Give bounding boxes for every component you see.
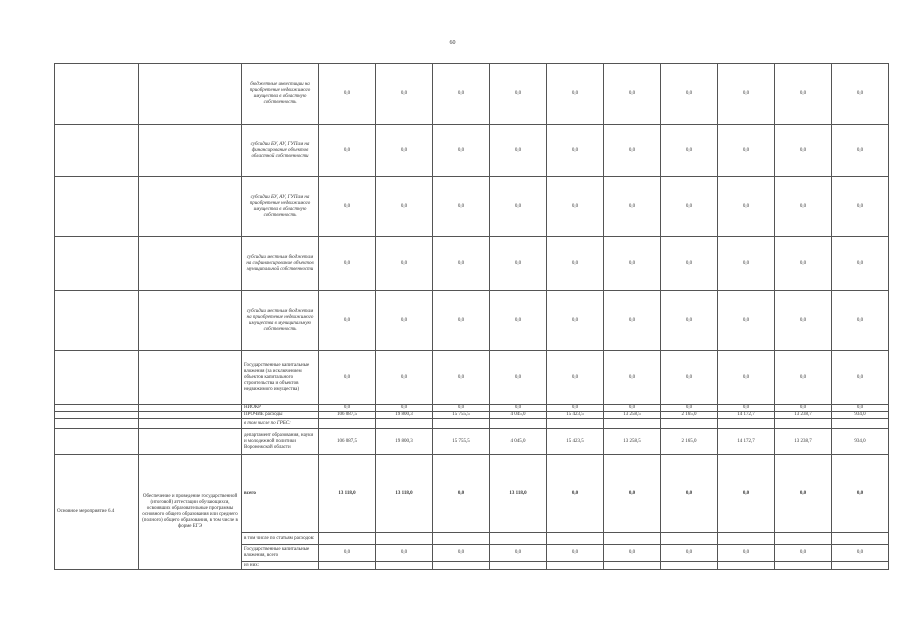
value-cell bbox=[319, 419, 376, 429]
value-cell: 0,0 bbox=[775, 545, 832, 562]
value-cell: 0,0 bbox=[661, 64, 718, 125]
value-cell bbox=[547, 562, 604, 570]
value-cell bbox=[433, 533, 490, 545]
value-cell bbox=[604, 419, 661, 429]
value-cell bbox=[319, 533, 376, 545]
value-cell: 0,0 bbox=[547, 405, 604, 412]
value-cell: 15 755,5 bbox=[433, 412, 490, 419]
value-cell bbox=[832, 533, 889, 545]
empty-cell bbox=[139, 419, 242, 429]
empty-cell bbox=[55, 237, 139, 291]
value-cell: 0,0 bbox=[661, 405, 718, 412]
value-cell: 0,0 bbox=[319, 291, 376, 351]
value-cell: 0,0 bbox=[832, 177, 889, 237]
value-cell: 0,0 bbox=[718, 545, 775, 562]
measure-code: Основное мероприятие 6.4 bbox=[55, 455, 139, 570]
value-cell: 2 165,0 bbox=[661, 429, 718, 455]
value-cell: 0,0 bbox=[490, 64, 547, 125]
value-cell bbox=[832, 419, 889, 429]
empty-cell bbox=[139, 429, 242, 455]
table-row bbox=[55, 125, 889, 177]
empty-cell bbox=[55, 419, 139, 429]
value-cell: 0,0 bbox=[547, 237, 604, 291]
value-cell: 15 755,5 bbox=[433, 429, 490, 455]
budget-table-body bbox=[55, 64, 889, 570]
value-cell: 0,0 bbox=[433, 351, 490, 405]
value-cell: 13 258,5 bbox=[604, 429, 661, 455]
value-cell: 0,0 bbox=[604, 351, 661, 405]
value-cell: 0,0 bbox=[319, 237, 376, 291]
value-cell: 0,0 bbox=[547, 177, 604, 237]
value-cell: 0,0 bbox=[604, 455, 661, 533]
value-cell: 0,0 bbox=[718, 291, 775, 351]
budget-table bbox=[54, 63, 889, 570]
table-row bbox=[55, 419, 889, 429]
value-cell: 0,0 bbox=[547, 545, 604, 562]
value-cell: 0,0 bbox=[718, 237, 775, 291]
value-cell bbox=[490, 533, 547, 545]
row-label: всего bbox=[242, 455, 319, 533]
value-cell: 0,0 bbox=[547, 351, 604, 405]
value-cell: 0,0 bbox=[490, 351, 547, 405]
value-cell: 0,0 bbox=[718, 177, 775, 237]
value-cell: 0,0 bbox=[832, 291, 889, 351]
empty-cell bbox=[139, 64, 242, 125]
value-cell: 0,0 bbox=[433, 125, 490, 177]
table-row bbox=[55, 177, 889, 237]
row-label: из них: bbox=[242, 562, 319, 570]
value-cell: 0,0 bbox=[718, 125, 775, 177]
value-cell bbox=[490, 562, 547, 570]
value-cell: 0,0 bbox=[490, 177, 547, 237]
value-cell: 0,0 bbox=[832, 405, 889, 412]
value-cell: 0,0 bbox=[433, 455, 490, 533]
value-cell: 0,0 bbox=[433, 64, 490, 125]
empty-cell bbox=[55, 405, 139, 412]
value-cell bbox=[433, 419, 490, 429]
row-label: в том числе по статьям расходов: bbox=[242, 533, 319, 545]
value-cell: 106 087,5 bbox=[319, 429, 376, 455]
value-cell: 0,0 bbox=[319, 351, 376, 405]
value-cell: 0,0 bbox=[433, 237, 490, 291]
value-cell: 0,0 bbox=[661, 125, 718, 177]
value-cell: 0,0 bbox=[490, 125, 547, 177]
value-cell: 934,0 bbox=[832, 429, 889, 455]
value-cell: 0,0 bbox=[661, 351, 718, 405]
value-cell bbox=[718, 419, 775, 429]
value-cell: 0,0 bbox=[832, 545, 889, 562]
value-cell: 0,0 bbox=[319, 177, 376, 237]
value-cell bbox=[319, 562, 376, 570]
row-label: в том числе по ГРБС: bbox=[242, 419, 319, 429]
empty-cell bbox=[55, 125, 139, 177]
value-cell: 0,0 bbox=[376, 405, 433, 412]
table-row bbox=[55, 64, 889, 125]
value-cell: 0,0 bbox=[376, 177, 433, 237]
value-cell: 0,0 bbox=[718, 405, 775, 412]
value-cell: 0,0 bbox=[775, 177, 832, 237]
value-cell: 0,0 bbox=[604, 125, 661, 177]
value-cell: 4 045,0 bbox=[490, 412, 547, 419]
empty-cell bbox=[139, 291, 242, 351]
value-cell: 0,0 bbox=[604, 237, 661, 291]
value-cell: 0,0 bbox=[604, 545, 661, 562]
value-cell: 0,0 bbox=[319, 125, 376, 177]
value-cell: 106 087,5 bbox=[319, 412, 376, 419]
value-cell bbox=[604, 533, 661, 545]
table-row bbox=[55, 237, 889, 291]
value-cell: 14 172,7 bbox=[718, 412, 775, 419]
value-cell bbox=[775, 533, 832, 545]
value-cell: 0,0 bbox=[775, 405, 832, 412]
value-cell: 0,0 bbox=[661, 177, 718, 237]
value-cell: 0,0 bbox=[433, 291, 490, 351]
value-cell: 2 165,0 bbox=[661, 412, 718, 419]
value-cell: 0,0 bbox=[832, 125, 889, 177]
value-cell: 0,0 bbox=[604, 291, 661, 351]
table-row bbox=[55, 455, 889, 533]
empty-cell bbox=[139, 412, 242, 419]
value-cell: 4 045,0 bbox=[490, 429, 547, 455]
empty-cell bbox=[139, 237, 242, 291]
value-cell: 0,0 bbox=[376, 545, 433, 562]
row-label: ПРОЧИЕ расходы bbox=[242, 412, 319, 419]
empty-cell bbox=[139, 125, 242, 177]
value-cell bbox=[433, 562, 490, 570]
value-cell: 0,0 bbox=[832, 351, 889, 405]
value-cell: 0,0 bbox=[832, 64, 889, 125]
value-cell: 0,0 bbox=[319, 405, 376, 412]
value-cell: 934,0 bbox=[832, 412, 889, 419]
value-cell bbox=[490, 419, 547, 429]
value-cell bbox=[775, 562, 832, 570]
value-cell bbox=[547, 533, 604, 545]
empty-cell bbox=[55, 412, 139, 419]
table-row bbox=[55, 291, 889, 351]
value-cell: 0,0 bbox=[490, 405, 547, 412]
value-cell: 0,0 bbox=[604, 64, 661, 125]
value-cell: 13 238,7 bbox=[775, 429, 832, 455]
empty-cell bbox=[55, 429, 139, 455]
value-cell bbox=[718, 533, 775, 545]
value-cell: 13 118,0 bbox=[376, 455, 433, 533]
value-cell: 0,0 bbox=[376, 64, 433, 125]
value-cell: 0,0 bbox=[775, 64, 832, 125]
value-cell: 0,0 bbox=[832, 237, 889, 291]
value-cell: 0,0 bbox=[775, 125, 832, 177]
row-label: НИОКР bbox=[242, 405, 319, 412]
value-cell: 0,0 bbox=[775, 291, 832, 351]
row-label: департамент образования, науки и молодежной политики Воронежской области bbox=[242, 429, 319, 455]
value-cell: 0,0 bbox=[604, 405, 661, 412]
value-cell: 14 172,7 bbox=[718, 429, 775, 455]
empty-cell bbox=[55, 64, 139, 125]
value-cell: 0,0 bbox=[604, 177, 661, 237]
empty-cell bbox=[55, 291, 139, 351]
value-cell: 0,0 bbox=[433, 545, 490, 562]
value-cell: 0,0 bbox=[775, 351, 832, 405]
value-cell: 0,0 bbox=[718, 351, 775, 405]
value-cell bbox=[604, 562, 661, 570]
value-cell: 13 118,0 bbox=[490, 455, 547, 533]
row-label: Государственные капитальные вложения (за исключением объектов капитального строительства и объектов недвижимого имущества) bbox=[242, 351, 319, 405]
table-row bbox=[55, 412, 889, 419]
empty-cell bbox=[55, 351, 139, 405]
value-cell: 0,0 bbox=[376, 237, 433, 291]
page-number: 60 bbox=[449, 40, 456, 46]
value-cell: 13 258,5 bbox=[604, 412, 661, 419]
value-cell: 0,0 bbox=[718, 455, 775, 533]
value-cell: 0,0 bbox=[376, 125, 433, 177]
value-cell bbox=[775, 419, 832, 429]
empty-cell bbox=[55, 177, 139, 237]
table-row bbox=[55, 405, 889, 412]
value-cell: 0,0 bbox=[547, 125, 604, 177]
row-label: субсидии местным бюджетам на софинансирование объектов муниципальной собственности bbox=[242, 237, 319, 291]
value-cell: 0,0 bbox=[490, 545, 547, 562]
empty-cell bbox=[139, 351, 242, 405]
value-cell: 0,0 bbox=[490, 237, 547, 291]
value-cell: 0,0 bbox=[319, 545, 376, 562]
value-cell: 0,0 bbox=[832, 455, 889, 533]
value-cell: 13 118,0 bbox=[319, 455, 376, 533]
value-cell: 15 423,5 bbox=[547, 429, 604, 455]
value-cell: 0,0 bbox=[661, 545, 718, 562]
value-cell: 0,0 bbox=[547, 64, 604, 125]
value-cell: 0,0 bbox=[775, 237, 832, 291]
value-cell: 0,0 bbox=[661, 237, 718, 291]
table-row bbox=[55, 429, 889, 455]
value-cell: 19 800,3 bbox=[376, 412, 433, 419]
value-cell: 0,0 bbox=[661, 455, 718, 533]
measure-description: Обеспечение и проведение государственной (итоговой) аттестации обучающихся, освоивших образовательные программы основного общего образования или среднего (полного) общего образования, в том числе в форме ЕГЭ bbox=[139, 455, 242, 570]
row-label: бюджетные инвестиции на приобретение недвижимого имущества в областную собственность bbox=[242, 64, 319, 125]
row-label: субсидии БУ, АУ, ГУПам на приобретение недвижимого имущества в областную собственность bbox=[242, 177, 319, 237]
table-row bbox=[55, 351, 889, 405]
value-cell bbox=[661, 419, 718, 429]
value-cell: 0,0 bbox=[376, 291, 433, 351]
value-cell: 0,0 bbox=[661, 291, 718, 351]
value-cell: 15 423,5 bbox=[547, 412, 604, 419]
value-cell: 0,0 bbox=[433, 405, 490, 412]
empty-cell bbox=[139, 405, 242, 412]
value-cell bbox=[718, 562, 775, 570]
value-cell bbox=[376, 419, 433, 429]
value-cell bbox=[832, 562, 889, 570]
row-label: субсидии БУ, АУ, ГУПам на финансирование объектов областной собственности bbox=[242, 125, 319, 177]
value-cell: 0,0 bbox=[376, 351, 433, 405]
value-cell bbox=[661, 562, 718, 570]
value-cell: 0,0 bbox=[547, 291, 604, 351]
value-cell bbox=[376, 562, 433, 570]
value-cell bbox=[376, 533, 433, 545]
row-label: Государственные капитальные вложения, всего bbox=[242, 545, 319, 562]
value-cell bbox=[661, 533, 718, 545]
value-cell: 0,0 bbox=[490, 291, 547, 351]
value-cell: 0,0 bbox=[433, 177, 490, 237]
value-cell: 19 800,3 bbox=[376, 429, 433, 455]
value-cell: 0,0 bbox=[775, 455, 832, 533]
value-cell: 0,0 bbox=[319, 64, 376, 125]
value-cell bbox=[547, 419, 604, 429]
value-cell: 13 238,7 bbox=[775, 412, 832, 419]
value-cell: 0,0 bbox=[718, 64, 775, 125]
row-label: субсидии местным бюджетам на приобретение недвижимого имущества в муниципальную собственность bbox=[242, 291, 319, 351]
value-cell: 0,0 bbox=[547, 455, 604, 533]
empty-cell bbox=[139, 177, 242, 237]
